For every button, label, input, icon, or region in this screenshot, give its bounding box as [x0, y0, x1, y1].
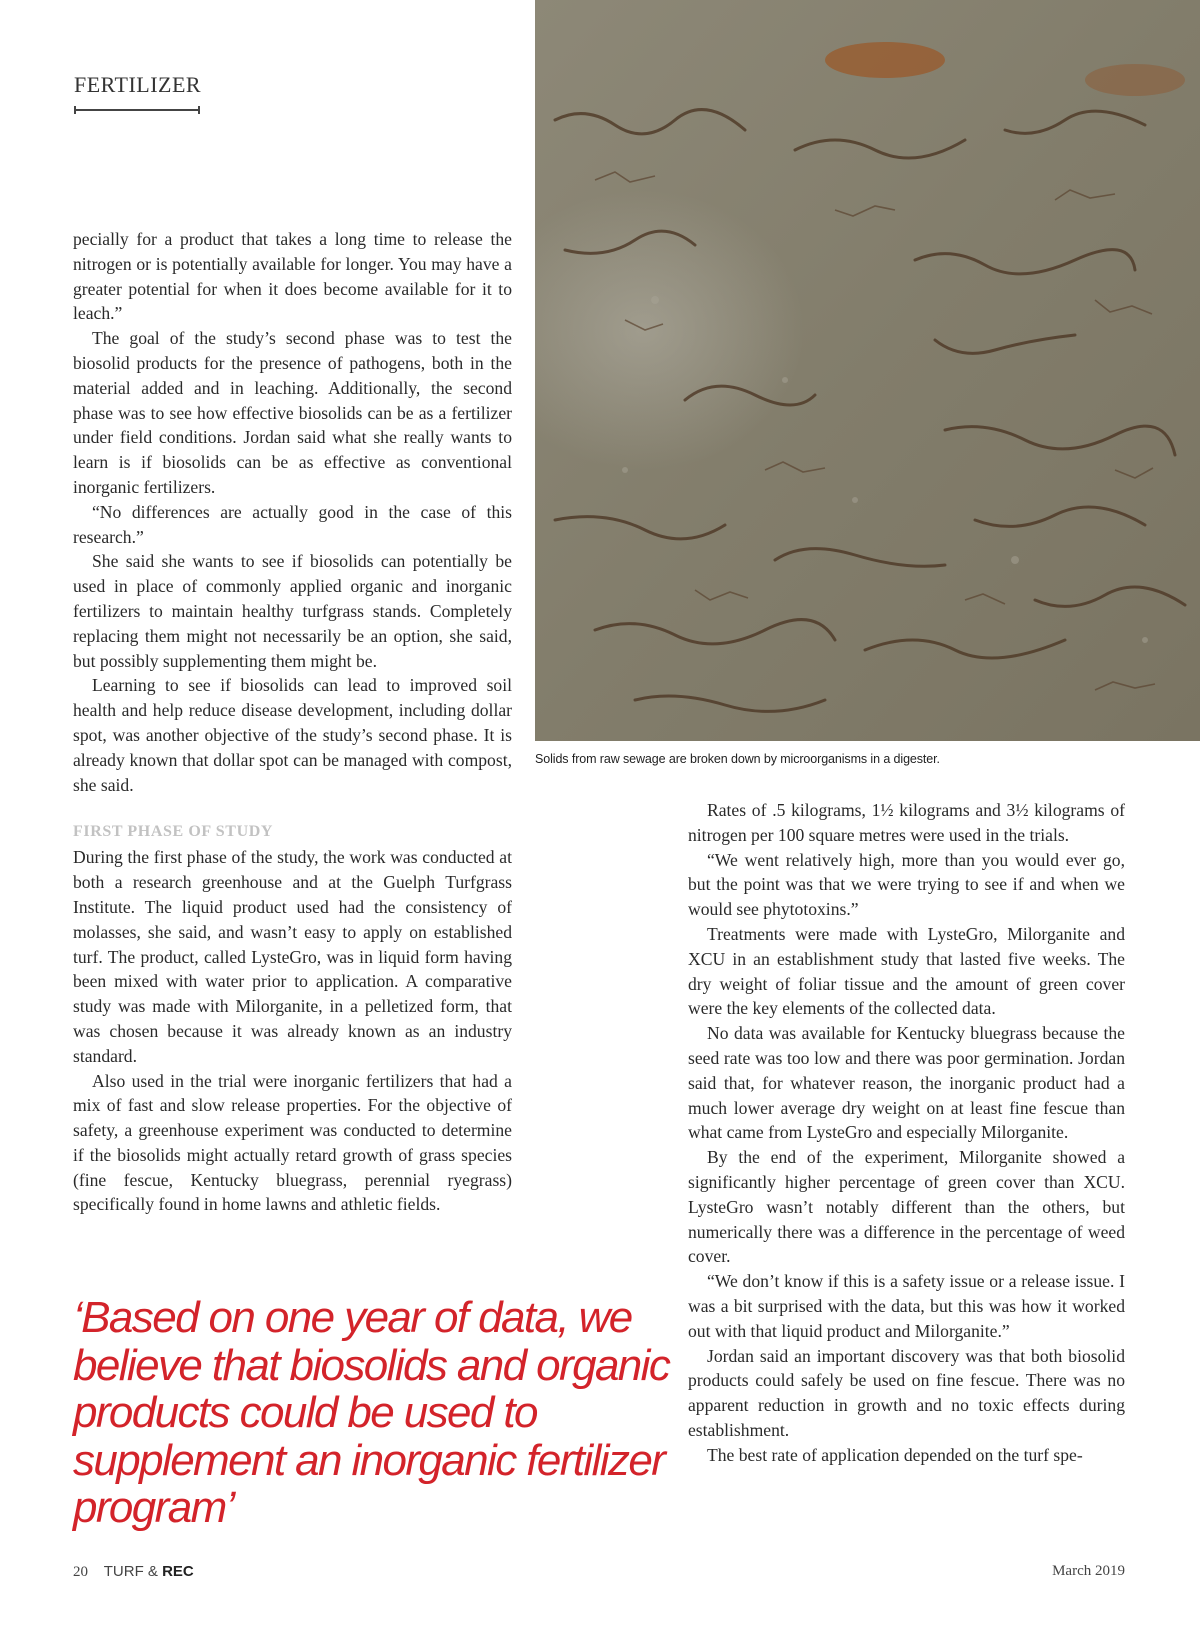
section-rule: [74, 109, 200, 111]
body-paragraph: pecially for a product that takes a long time to release the nitrogen or is potentially available for longer. You may have a greater potential for when it does become available for it to leach.”: [73, 229, 512, 324]
page-footer-left: [73, 1563, 194, 1581]
body-paragraph: During the first phase of the study, the work was conducted at both a research greenhouse and at the Guelph Turfgrass Institute. The liquid product used had the consistency of molasses, she said, and wasn’t easy to apply on established turf. The product, called LysteGro, was in liquid form having been mixed with water prior to application. A comparative study was made with Milorganite, in a pelletized form, that was chosen because it was already known as an industry standard.: [73, 847, 512, 1066]
magazine-name: [104, 1563, 194, 1580]
sewage-digester-photo: [535, 0, 1200, 741]
pull-quote: ‘Based on one year of data, we believe that biosolids and organic products could be used to supplement an inorganic fertilizer program’: [73, 1293, 670, 1532]
magazine-name-prefix: TURF &: [103, 1563, 158, 1580]
body-paragraph: The goal of the study’s second phase was to test the biosolid products for the presence of pathogens, both in the material added and in leaching. Additionally, the second phase was to see how effective biosolids can be as a fertilizer under field conditions. Jordan said what she really wants to learn is if biosolids can be as effective as conventional inorganic fertilizers.: [73, 328, 512, 497]
body-paragraph: Also used in the trial were inorganic fertilizers that had a mix of fast and slow release properties. For the objective of safety, a greenhouse experiment was conducted to determine if the biosolids might actually retard growth of grass species (fine fescue, Kentucky bluegrass, perennial ryegrass) specifically found in home lawns and athletic fields.: [73, 1070, 512, 1215]
section-label: FERTILIZER: [74, 72, 202, 97]
body-paragraph: Learning to see if biosolids can lead to improved soil health and help reduce disease development, including dollar spot, was another objective of the study’s second phase. It is already known that dollar spot can be managed with compost, she said.: [73, 675, 512, 795]
subhead: FIRST PHASE OF STUDY: [73, 823, 274, 841]
body-paragraph: The best rate of application depended on the turf spe-: [707, 1444, 1083, 1465]
body-paragraph: No data was available for Kentucky bluegrass because the seed rate was too low and there was poor germination. Jordan said that, for whatever reason, the inorganic product had a much lower average dry weight on at least fine fescue than what came from LysteGro and especially Milorganite.: [688, 1023, 1125, 1143]
photo-caption: Solids from raw sewage are broken down by microorganisms in a digester.: [535, 752, 940, 766]
body-paragraph: Jordan said an important discovery was that both biosolid products could safely be used on fine fescue. There was no apparent reduction in growth and no toxic effects during establishment.: [688, 1345, 1125, 1440]
body-paragraph: “No differences are actually good in the case of this research.”: [73, 501, 512, 547]
body-paragraph: Treatments were made with LysteGro, Milorganite and XCU in an establishment study that lasted five weeks. The dry weight of foliar tissue and the amount of green cover were the key elements of the collected data.: [688, 923, 1125, 1019]
right-column: [688, 798, 1125, 1468]
body-paragraph: By the end of the experiment, Milorganite showed a significantly higher percentage of green cover than XCU. LysteGro wasn’t notably different than the others, but numerically there was a difference in the percentage of weed cover.: [688, 1147, 1125, 1267]
magazine-name-bold: REC: [162, 1563, 194, 1580]
body-paragraph: Rates of .5 kilograms, 1½ kilograms and 3½ kilograms of nitrogen per 100 square metres were used in the trials.: [688, 800, 1125, 845]
body-paragraph: “We went relatively high, more than you would ever go, but the point was that we were trying to see if and when we would see phytotoxins.”: [688, 849, 1125, 920]
left-column: [73, 227, 512, 1217]
issue-date: March 2019: [1052, 1563, 1125, 1579]
body-paragraph: She said she wants to see if biosolids can potentially be used in place of commonly applied organic and inorganic fertilizers to maintain healthy turfgrass stands. Completely replacing them might not necessarily be an option, she said, but possibly supplementing them might be.: [73, 551, 512, 671]
body-paragraph: “We don’t know if this is a safety issue or a release issue. I was a bit surprised with the data, but this was how it worked out with that liquid product and Milorganite.”: [688, 1271, 1125, 1341]
sludge-image: [535, 0, 1200, 741]
page-number: 20: [73, 1564, 88, 1580]
